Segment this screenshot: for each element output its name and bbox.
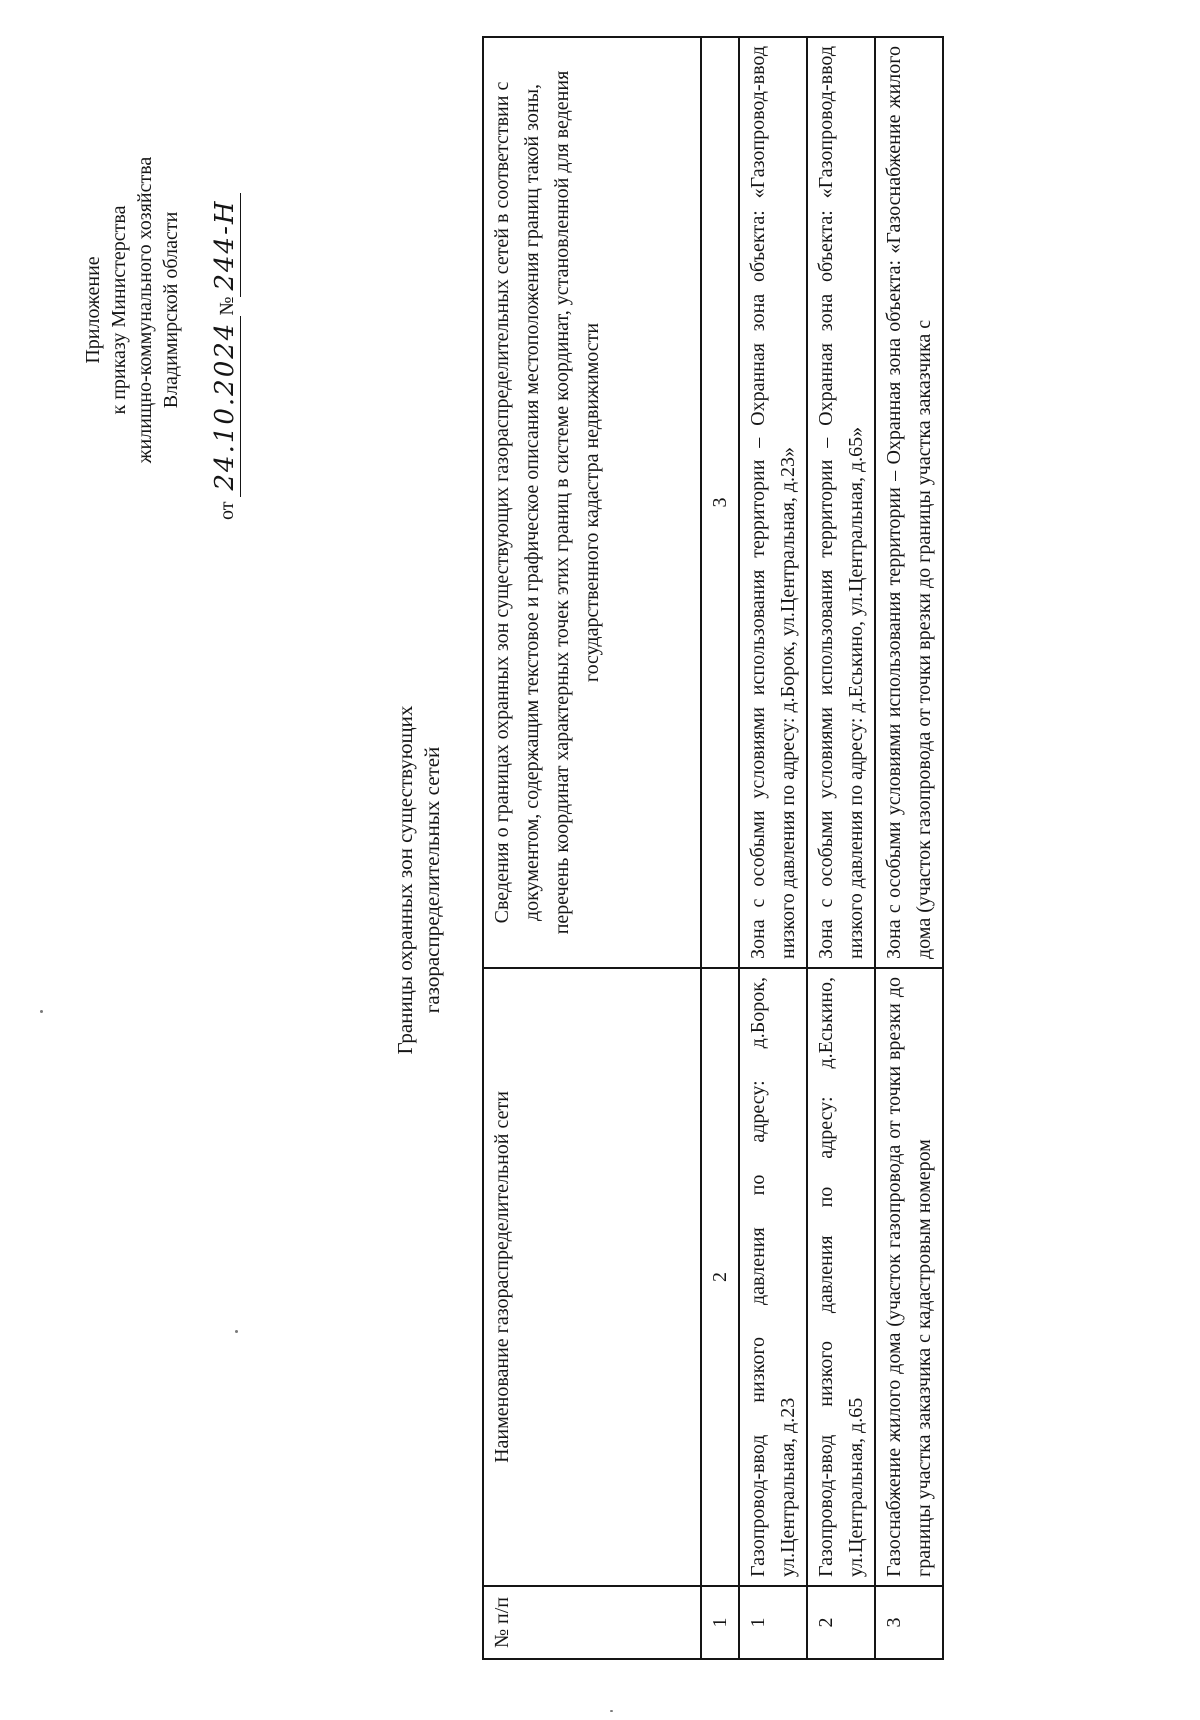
column-number: 3	[701, 37, 739, 968]
column-number-row	[701, 37, 739, 1659]
column-number: 1	[701, 1586, 739, 1659]
region-name: Владимирской области	[160, 211, 182, 409]
table-row	[807, 37, 875, 1659]
header-number: № п/п	[483, 1586, 701, 1659]
document-title	[392, 600, 446, 1160]
ministry-name: жилищно-коммунального хозяйства	[134, 156, 156, 464]
order-reference: к приказу Министерства	[108, 205, 130, 415]
zone-info-cell: Зона с особыми условиями использования территории – Охранная зона объекта: «Газопровод-ввод низкого давления по адресу: д.Борок, ул.Центральная, д.23»	[739, 37, 807, 968]
title-line-1: Границы охранных зон существующих	[393, 705, 417, 1055]
scan-speck	[40, 1010, 43, 1013]
header-network-name: Наименование газораспределительной сети	[483, 968, 701, 1586]
handwritten-date: 24.10.2024	[210, 316, 241, 497]
header-zone-info: Сведения о границах охранных зон существующих газораспределительных сетей в соответствии с документом, содержащим текстовое и графическое описания местоположения границ такой зоны, перечень координат характерных точек этих границ в системе координат, установленной для ведения государственного кадастра недвижимости	[483, 37, 701, 968]
column-number: 2	[701, 968, 739, 1586]
date-prefix: от	[216, 501, 238, 520]
table-row	[739, 37, 807, 1659]
network-name-cell: Газопровод-ввод низкого давления по адресу: д.Борок, ул.Центральная, д.23	[739, 968, 807, 1586]
table-row	[875, 37, 943, 1659]
scan-speck	[610, 1710, 613, 1712]
number-prefix: №	[216, 296, 238, 316]
row-number: 3	[875, 1586, 943, 1659]
protection-zones-table	[482, 36, 944, 1660]
row-number: 2	[807, 1586, 875, 1659]
order-date-number	[212, 80, 240, 540]
scan-speck	[235, 1330, 238, 1333]
title-line-2: газораспределительных сетей	[420, 746, 444, 1014]
table-header-row	[483, 37, 701, 1659]
row-number: 1	[739, 1586, 807, 1659]
zone-info-cell: Зона с особыми условиями использования территории – Охранная зона объекта: «Газоснабжение жилого дома (участок газопровода от точки врезки до границы участка заказчика с	[875, 37, 943, 968]
zone-info-cell: Зона с особыми условиями использования территории – Охранная зона объекта: «Газопровод-ввод низкого давления по адресу: д.Еськино, ул.Центральная, д.65»	[807, 37, 875, 968]
appendix-label: Приложение	[82, 256, 104, 364]
appendix-header	[80, 80, 240, 540]
handwritten-number: 244-Н	[210, 193, 241, 296]
network-name-cell: Газопровод-ввод низкого давления по адресу: д.Еськино, ул.Центральная, д.65	[807, 968, 875, 1586]
network-name-cell: Газоснабжение жилого дома (участок газопровода от точки врезки до границы участка заказчика с кадастровым номером	[875, 968, 943, 1586]
